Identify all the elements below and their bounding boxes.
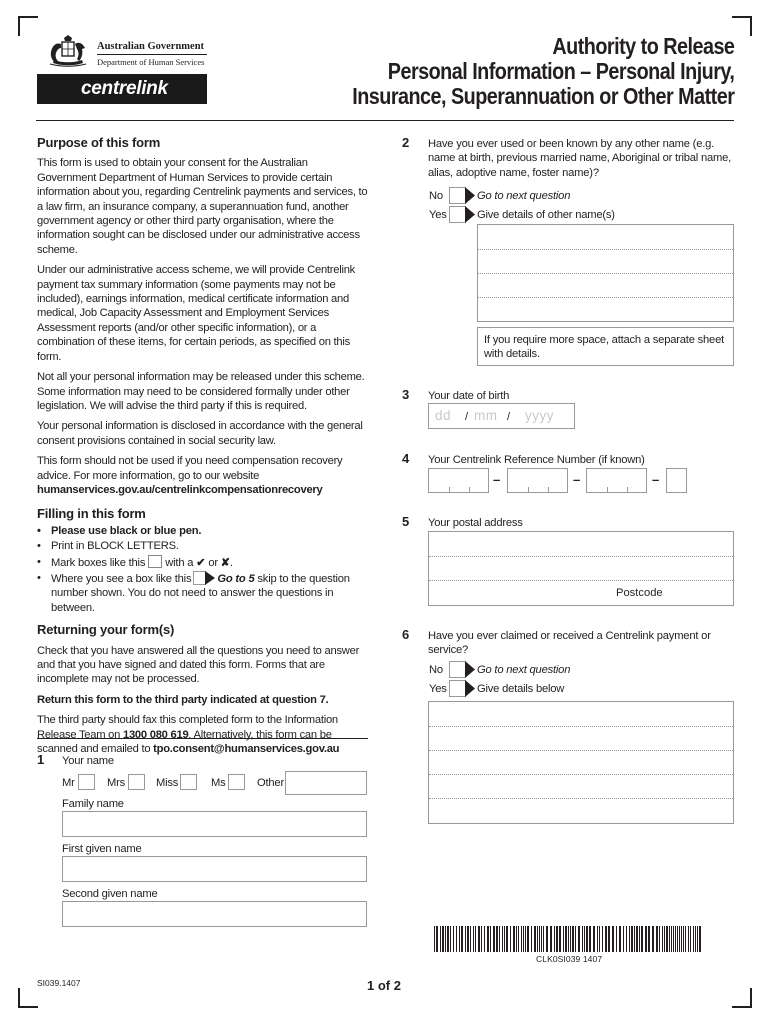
barcode-bar (440, 926, 441, 952)
title-divider (36, 120, 734, 121)
scan-text: . Alternatively, this form can be scanned and emailed to (37, 728, 332, 756)
barcode-bar (490, 926, 491, 952)
crop-mark-top-left (18, 16, 38, 36)
barcode-bar (570, 926, 571, 952)
barcode-bar (550, 926, 552, 952)
skip-box-text: Where you see a box like this (51, 572, 192, 585)
question-number: 3 (402, 387, 410, 402)
barcode-bar (496, 926, 498, 952)
barcode-bar (572, 926, 574, 952)
barcode-bar (593, 926, 595, 952)
barcode-bar (675, 926, 676, 952)
barcode-bar (502, 926, 503, 952)
barcode-bar (487, 926, 489, 952)
field-label: Family name (62, 798, 124, 810)
barcode-bar (671, 926, 672, 952)
barcode-bar (664, 926, 665, 952)
barcode-bar (662, 926, 663, 952)
dotted-line (478, 249, 733, 250)
title-option-label: Mrs (107, 777, 126, 789)
title-line: Authority to Release (551, 33, 734, 59)
yes-checkbox[interactable] (449, 680, 475, 697)
barcode-bar (546, 926, 548, 952)
crn-part-1-input[interactable] (428, 468, 489, 493)
mark-with-text: with a (165, 556, 194, 569)
barcode-bar (534, 926, 536, 952)
barcode-bar (527, 926, 529, 952)
digit-tick (528, 487, 529, 492)
barcode-bar (631, 926, 633, 952)
question-number: 6 (402, 627, 410, 642)
no-checkbox[interactable] (449, 661, 475, 678)
barcode-bar (523, 926, 524, 952)
question-number: 5 (402, 514, 410, 529)
yes-label: Yes (429, 683, 447, 695)
dotted-line (429, 774, 733, 775)
other-names-input[interactable] (477, 224, 734, 322)
barcode-bar (690, 926, 691, 952)
question-number: 2 (402, 135, 410, 150)
barcode-bar (513, 926, 515, 952)
barcode-bar (456, 926, 457, 952)
barcode-bar (510, 926, 511, 952)
cross-icon: ✘ (220, 556, 230, 569)
no-label: No (429, 190, 443, 202)
title-option-label: Miss (156, 777, 179, 789)
title-option-label: Ms (211, 777, 226, 789)
barcode (434, 926, 704, 952)
barcode-bar (475, 926, 476, 952)
dotted-line (478, 273, 733, 274)
barcode-bar (442, 926, 444, 952)
question-label: Your name (62, 755, 114, 767)
barcode-bar (636, 926, 638, 952)
purpose-paragraph: Under our administrative access scheme, we will provide Centrelink payment tax summary information (some payments may not be included), earnings information, medical certificate information and medical, Job Capacity Assessment and Employment Services Assessment reports (and/or other specific information), or a combination of these items, for certain periods, as specified on this form. (37, 264, 356, 363)
barcode-bar (516, 926, 517, 952)
question-text: Your date of birth (428, 390, 510, 402)
title-line: Insurance, Superannuation or Other Matter (351, 83, 734, 109)
title-other-input[interactable] (285, 771, 367, 795)
digit-tick (627, 487, 628, 492)
digit-tick (469, 487, 470, 492)
filling-instructions (37, 524, 369, 615)
barcode-bar (697, 926, 698, 952)
barcode-bar (669, 926, 670, 952)
barcode-bar (461, 926, 463, 952)
barcode-bar (445, 926, 446, 952)
department-name: Department of Human Services (97, 57, 205, 67)
barcode-bar (453, 926, 454, 952)
purpose-paragraph: Not all your personal information may be released under this scheme. Some information may need to be considered formally under other legislation. We will advise the third party if this is required. (37, 371, 365, 412)
barcode-bar (543, 926, 544, 952)
digit-tick (548, 487, 549, 492)
barcode-bar (484, 926, 485, 952)
barcode-bar (537, 926, 538, 952)
crn-check-char-input[interactable] (666, 468, 687, 493)
returning-paragraph: Check that you have answered all the questions you need to answer and that you have signed and dated this form. Forms that are incomplete may not be processed. (37, 644, 360, 686)
barcode-bar (666, 926, 668, 952)
barcode-bar (470, 926, 471, 952)
dotted-line (429, 798, 733, 799)
barcode-bar (578, 926, 580, 952)
fax-text: The third party should fax this completed form to the Information Release Team on (37, 714, 338, 741)
or-text: or (208, 556, 218, 569)
title-miss-checkbox[interactable] (180, 774, 197, 790)
barcode-bar (525, 926, 526, 952)
barcode-bar (554, 926, 555, 952)
barcode-bar (629, 926, 630, 952)
barcode-bar (559, 926, 561, 952)
question-number: 1 (37, 752, 45, 767)
barcode-bar (602, 926, 603, 952)
barcode-bar (688, 926, 689, 952)
barcode-bar (619, 926, 621, 952)
barcode-bar (434, 926, 435, 952)
title-ms-checkbox[interactable] (228, 774, 245, 790)
list-item: • Print in BLOCK LETTERS. (37, 539, 369, 553)
barcode-bar (436, 926, 438, 952)
barcode-number: CLK0SI039 1407 (536, 954, 603, 964)
second-given-name-input[interactable] (62, 901, 367, 927)
filling-heading: Filling in this form (37, 506, 146, 522)
dotted-line (478, 297, 733, 298)
barcode-bar (695, 926, 696, 952)
barcode-bar (652, 926, 654, 952)
crn-part-3-input[interactable] (586, 468, 647, 493)
barcode-bar (597, 926, 598, 952)
barcode-bar (521, 926, 522, 952)
arrow-box-icon (193, 571, 215, 585)
instructions-column (37, 136, 369, 762)
barcode-bar (473, 926, 474, 952)
barcode-bar (481, 926, 482, 952)
example-checkbox (148, 555, 162, 568)
question-text: Your Centrelink Reference Number (if known) (428, 454, 645, 466)
header-divider (97, 54, 207, 55)
title-mr-checkbox[interactable] (78, 774, 95, 790)
title-option-label: Other (257, 777, 284, 789)
phone-number: 1300 080 619 (122, 728, 189, 741)
barcode-bar (539, 926, 540, 952)
purpose-paragraph: This form is used to obtain your consent for the Australian Government Department of Human Services to provide certain information about you, regarding Centrelink payments and services, to a law firm, an insurance company, a superannuation fund, another government agency or other third party organisation, where the information sought can be disclosed under our administrative access scheme. (37, 157, 368, 256)
skip-explanation: skip to the question number shown. You do not need to answer the questions in between. (51, 572, 350, 614)
purpose-paragraph (37, 454, 369, 497)
month-placeholder: mm (474, 408, 498, 423)
barcode-bar (693, 926, 694, 952)
barcode-bar (634, 926, 635, 952)
barcode-bar (612, 926, 614, 952)
question-text: Have you ever used or been known by any other name (e.g. name at birth, previous married name, Aboriginal or tribal name, alias, adoptive name, foster name)? (428, 138, 732, 179)
section-divider (37, 738, 368, 739)
question-text: Your postal address (428, 517, 523, 529)
purpose-heading: Purpose of this form (37, 135, 161, 150)
no-label: No (429, 664, 443, 676)
barcode-bar (506, 926, 508, 952)
date-separator: / (465, 411, 469, 423)
crn-dash: – (573, 472, 581, 487)
barcode-bar (582, 926, 583, 952)
yes-label: Yes (429, 209, 447, 221)
question-text: Have you ever claimed or received a Centrelink payment or service? (428, 630, 711, 657)
form-code: SI039.1407 (37, 978, 81, 988)
crn-dash: – (652, 472, 660, 487)
barcode-bar (447, 926, 449, 952)
goto-next-label: Go to next question (477, 664, 571, 676)
date-separator: / (507, 411, 511, 423)
barcode-bar (681, 926, 682, 952)
barcode-bar (626, 926, 627, 952)
barcode-bar (623, 926, 624, 952)
barcode-bar (541, 926, 542, 952)
postal-address-input[interactable] (428, 531, 734, 606)
title-mrs-checkbox[interactable] (128, 774, 145, 790)
give-details-label: Give details below (477, 683, 565, 695)
barcode-bar (563, 926, 564, 952)
postcode-label: Postcode (616, 587, 663, 599)
barcode-bar (531, 926, 532, 952)
coat-of-arms-icon (44, 34, 92, 70)
list-item (37, 555, 369, 570)
title-option-label: Mr (62, 777, 75, 789)
barcode-bar (645, 926, 647, 952)
crn-dash: – (493, 472, 501, 487)
barcode-bar (673, 926, 674, 952)
barcode-bar (584, 926, 585, 952)
crn-part-2-input[interactable] (507, 468, 568, 493)
barcode-bar (679, 926, 680, 952)
list-item: • Please use black or blue pen. (37, 524, 369, 538)
purpose-paragraph: Your personal information is disclosed in accordance with the general consent provisions contained in social security law. (37, 420, 363, 447)
government-name: Australian Government (97, 41, 205, 52)
barcode-bar (586, 926, 588, 952)
barcode-bar (478, 926, 480, 952)
barcode-bar (518, 926, 519, 952)
barcode-bar (556, 926, 558, 952)
barcode-bar (608, 926, 610, 952)
page-number: 1 of 2 (367, 978, 401, 993)
barcode-bar (616, 926, 617, 952)
email-address[interactable]: tpo.consent@humanservices.gov.au (153, 743, 340, 756)
barcode-bar (493, 926, 495, 952)
barcode-bar (504, 926, 505, 952)
barcode-bar (659, 926, 660, 952)
barcode-bar (648, 926, 650, 952)
no-checkbox[interactable] (449, 187, 475, 204)
field-label: First given name (62, 843, 142, 855)
dotted-line (429, 726, 733, 727)
barcode-bar (459, 926, 460, 952)
barcode-bar (467, 926, 469, 952)
barcode-bar (677, 926, 678, 952)
goto-next-label: Go to next question (477, 190, 571, 202)
barcode-bar (699, 926, 701, 952)
returning-paragraph: Return this form to the third party indicated at question 7. (37, 693, 329, 706)
barcode-bar (599, 926, 600, 952)
crop-mark-bottom-right (732, 988, 752, 1008)
barcode-bar (565, 926, 567, 952)
barcode-bar (605, 926, 607, 952)
digit-tick (607, 487, 608, 492)
field-label: Second given name (62, 888, 158, 900)
year-placeholder: yyyy (525, 408, 554, 423)
compensation-text: This form should not be used if you need compensation recovery advice. For more information, go to our website (37, 455, 343, 482)
tick-icon: ✔ (196, 556, 206, 569)
barcode-bar (568, 926, 569, 952)
list-item (37, 571, 369, 615)
give-details-label: Give details of other name(s) (477, 209, 615, 221)
barcode-bar (450, 926, 451, 952)
title-line: Personal Information – Personal Injury, (387, 58, 734, 84)
barcode-bar (575, 926, 576, 952)
day-placeholder: dd (435, 408, 452, 423)
barcode-bar (499, 926, 500, 952)
dotted-line (429, 580, 733, 581)
dotted-line (429, 556, 733, 557)
barcode-bar (641, 926, 643, 952)
payment-details-input[interactable] (428, 701, 734, 824)
returning-paragraph (37, 713, 369, 756)
family-name-input[interactable] (62, 811, 367, 837)
crop-mark-bottom-left (18, 988, 38, 1008)
returning-heading: Returning your form(s) (37, 622, 175, 638)
barcode-bar (685, 926, 686, 952)
website-link[interactable]: humanservices.gov.au/centrelinkcompensationrecovery (37, 483, 323, 496)
barcode-bar (683, 926, 684, 952)
barcode-bar (639, 926, 640, 952)
brand-logo: centrelink (37, 74, 207, 104)
yes-checkbox[interactable] (449, 206, 475, 223)
barcode-bar (589, 926, 591, 952)
dotted-line (429, 750, 733, 751)
crop-mark-top-right (732, 16, 752, 36)
more-space-note: If you require more space, attach a separate sheet with details. (477, 327, 734, 366)
first-given-name-input[interactable] (62, 856, 367, 882)
form-title (352, 34, 734, 109)
period-text: . (229, 556, 233, 569)
question-number: 4 (402, 451, 410, 466)
mark-box-text: Mark boxes like this (51, 556, 146, 569)
digit-tick (449, 487, 450, 492)
barcode-bar (656, 926, 658, 952)
barcode-bar (465, 926, 466, 952)
goto-text: Go to 5 (217, 572, 255, 585)
